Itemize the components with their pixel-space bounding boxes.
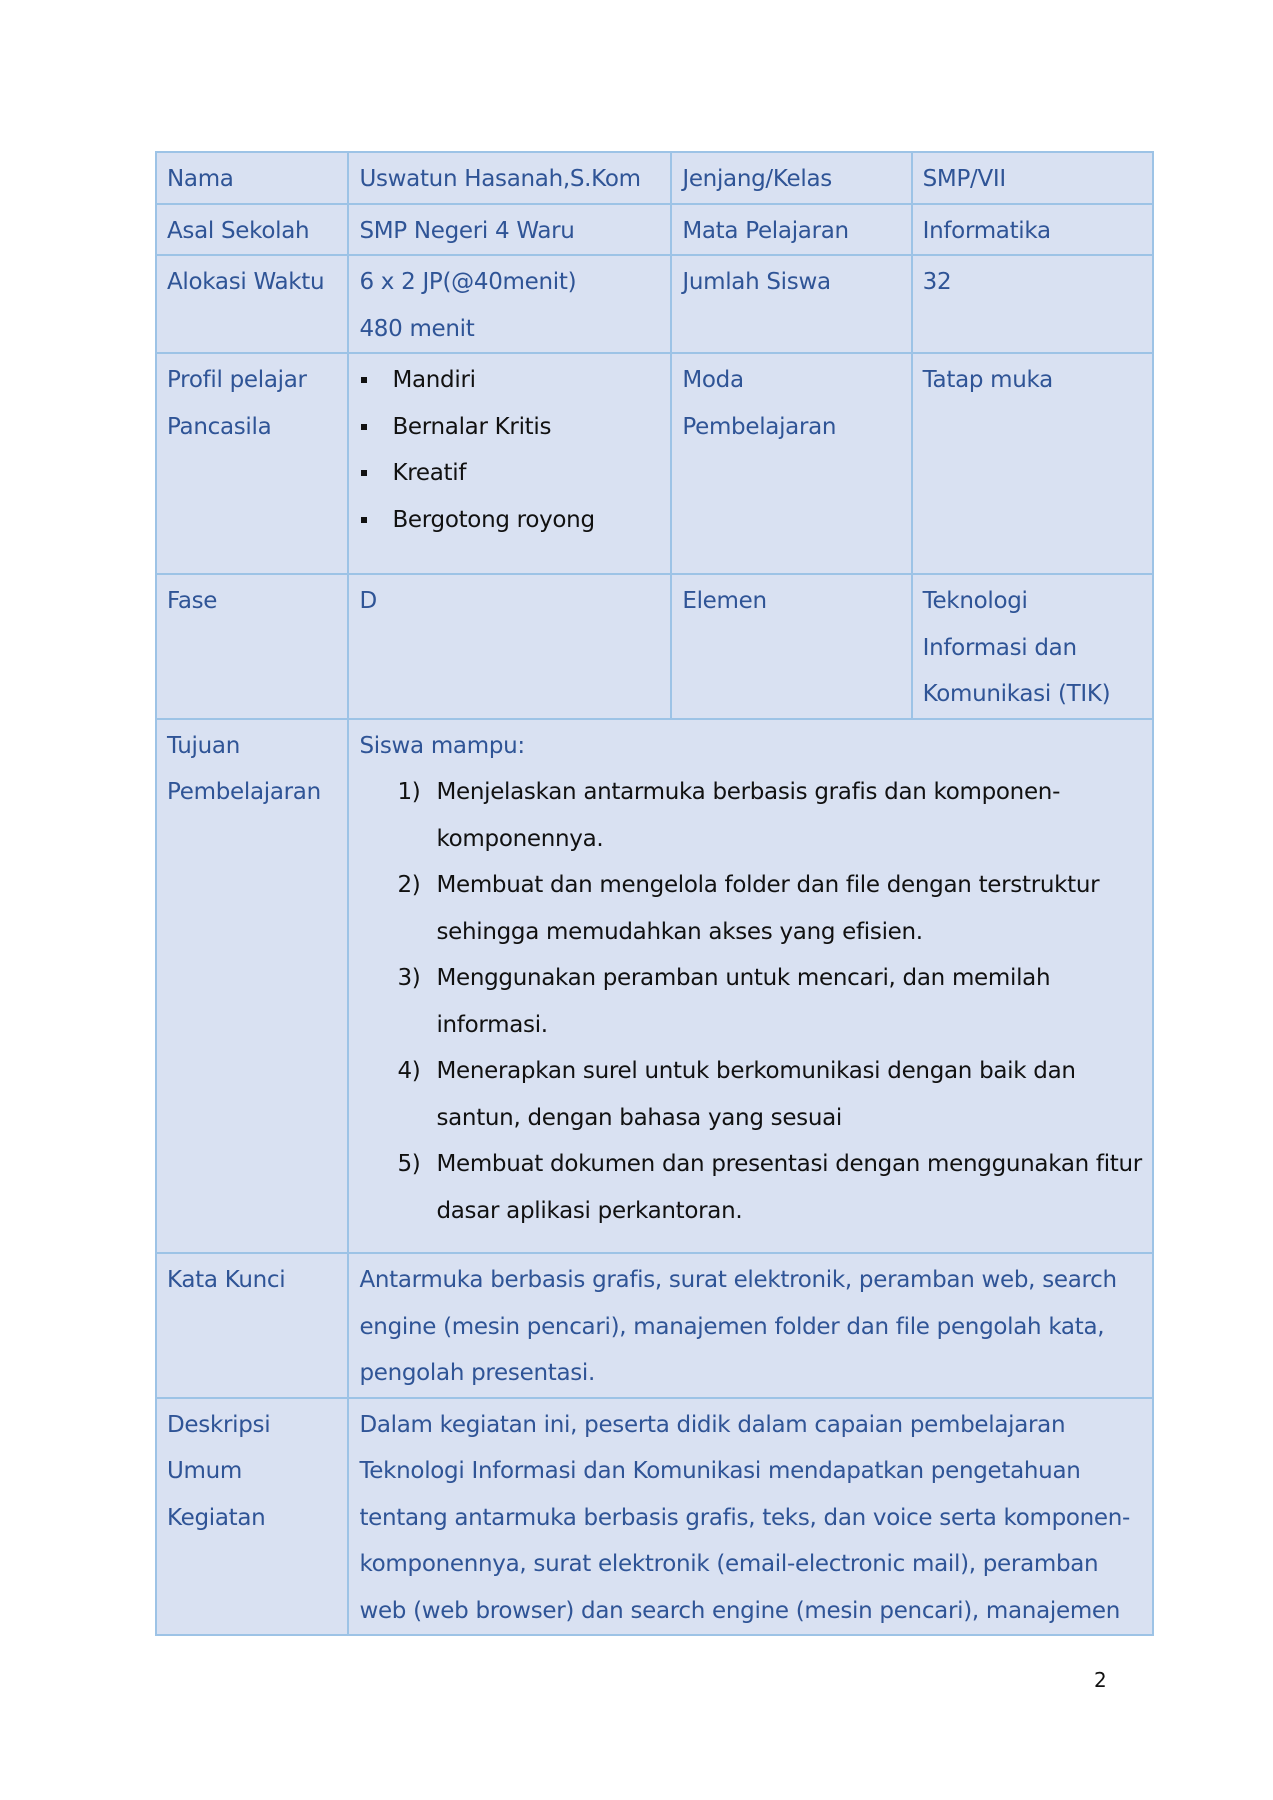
label-line: Pembelajaran	[682, 413, 837, 440]
bullet-square-icon	[361, 470, 367, 476]
list-item	[359, 497, 660, 544]
item-text: Membuat dan mengelola folder dan file dengan terstruktur sehingga memudahkan akses yang efisien.	[436, 872, 1100, 945]
label-nama: Nama	[156, 152, 348, 204]
bullet-text: Bergotong royong	[392, 506, 595, 533]
list-item	[359, 1141, 1142, 1234]
alokasi-waktu-menit: 480 menit	[359, 315, 475, 342]
item-text: Menjelaskan antarmuka berbasis grafis dan komponen-komponennya.	[436, 779, 1061, 852]
bullet-square-icon	[361, 424, 367, 430]
table-row-asal-sekolah	[156, 204, 1153, 256]
objectives-intro: Siswa mampu:	[359, 732, 525, 759]
profil-bullet-list	[359, 357, 660, 573]
bullet-square-icon	[361, 377, 367, 383]
table-row-nama	[156, 152, 1153, 204]
item-text: Menerapkan surel untuk berkomunikasi dengan baik dan santun, dengan bahasa yang sesuai	[436, 1058, 1076, 1131]
list-item	[359, 769, 1142, 862]
label-moda-pembelajaran	[671, 353, 911, 574]
item-number: 3)	[397, 965, 421, 991]
value-line: Informasi dan	[922, 634, 1077, 661]
label-tujuan-pembelajaran	[156, 719, 348, 1254]
label-line: Pembelajaran	[167, 779, 321, 805]
table-row-profil-pelajar	[156, 353, 1153, 574]
item-number: 2)	[397, 872, 421, 898]
value-moda-pembelajaran: Tatap muka	[912, 353, 1153, 574]
value-tujuan-pembelajaran	[348, 719, 1153, 1254]
label-line: Umum	[167, 1458, 243, 1484]
label-elemen: Elemen	[671, 574, 911, 719]
objectives-list	[359, 769, 1142, 1252]
label-line: Pancasila	[167, 413, 272, 440]
bullet-text: Kreatif	[392, 460, 467, 486]
table-row-tujuan-pembelajaran	[156, 719, 1153, 1254]
page-number: 2	[1094, 1668, 1107, 1692]
value-jenjang-kelas: SMP/VII	[912, 152, 1153, 204]
bullet-square-icon	[361, 517, 367, 523]
table-row-alokasi-waktu	[156, 255, 1153, 353]
label-mata-pelajaran: Mata Pelajaran	[671, 204, 911, 256]
item-number: 1)	[397, 779, 421, 805]
list-item	[359, 955, 1142, 1048]
value-fase: D	[348, 574, 671, 719]
label-profil-pelajar	[156, 353, 348, 574]
list-item	[359, 357, 660, 404]
label-kata-kunci: Kata Kunci	[156, 1253, 348, 1398]
value-jumlah-siswa: 32	[912, 255, 1153, 353]
label-line: Deskripsi	[167, 1411, 271, 1438]
label-fase: Fase	[156, 574, 348, 719]
label-line: Tujuan	[167, 732, 240, 759]
label-jumlah-siswa: Jumlah Siswa	[671, 255, 911, 353]
bullet-text: Bernalar Kritis	[392, 413, 552, 440]
value-nama: Uswatun Hasanah,S.Kom	[348, 152, 671, 204]
alokasi-waktu-jp: 6 x 2 JP(@40menit)	[359, 269, 577, 295]
item-text: Membuat dokumen dan presentasi dengan menggunakan fitur dasar aplikasi perkantoran.	[436, 1151, 1142, 1224]
list-item	[359, 862, 1142, 955]
value-line: Teknologi	[922, 588, 1028, 614]
table-row-kata-kunci	[156, 1253, 1153, 1398]
table-row-fase	[156, 574, 1153, 719]
value-profil-pelajar	[348, 353, 671, 574]
table-row-deskripsi-umum-kegiatan	[156, 1398, 1153, 1636]
value-mata-pelajaran: Informatika	[912, 204, 1153, 256]
lesson-info-table	[155, 151, 1154, 1636]
label-line: Kegiatan	[167, 1504, 266, 1531]
list-item	[359, 404, 660, 451]
item-number: 5)	[397, 1151, 421, 1177]
bullet-text: Mandiri	[392, 367, 476, 393]
label-alokasi-waktu: Alokasi Waktu	[156, 255, 348, 353]
list-item	[359, 450, 660, 497]
label-asal-sekolah: Asal Sekolah	[156, 204, 348, 256]
label-line: Moda	[682, 367, 744, 393]
label-deskripsi-umum-kegiatan	[156, 1398, 348, 1636]
value-asal-sekolah: SMP Negeri 4 Waru	[348, 204, 671, 256]
item-number: 4)	[397, 1058, 421, 1084]
label-line: Profil pelajar	[167, 367, 307, 393]
value-elemen	[912, 574, 1153, 719]
list-item	[359, 1048, 1142, 1141]
value-alokasi-waktu	[348, 255, 671, 353]
value-line: Komunikasi (TIK)	[922, 681, 1111, 707]
label-jenjang-kelas: Jenjang/Kelas	[671, 152, 911, 204]
value-deskripsi-umum-kegiatan: Dalam kegiatan ini, peserta didik dalam capaian pembelajaran Teknologi Informasi dan Komunikasi mendapatkan pengetahuan tentang antarmuka berbasis grafis, teks, dan voice serta komponen-komponennya, surat elektronik (email-electronic mail), peramban web (web browser) dan search engine (mesin pencari), manajemen	[348, 1398, 1153, 1636]
item-text: Menggunakan peramban untuk mencari, dan memilah informasi.	[436, 965, 1051, 1038]
value-kata-kunci: Antarmuka berbasis grafis, surat elektronik, peramban web, search engine (mesin pencari), manajemen folder dan file pengolah kata, pengolah presentasi.	[348, 1253, 1153, 1398]
